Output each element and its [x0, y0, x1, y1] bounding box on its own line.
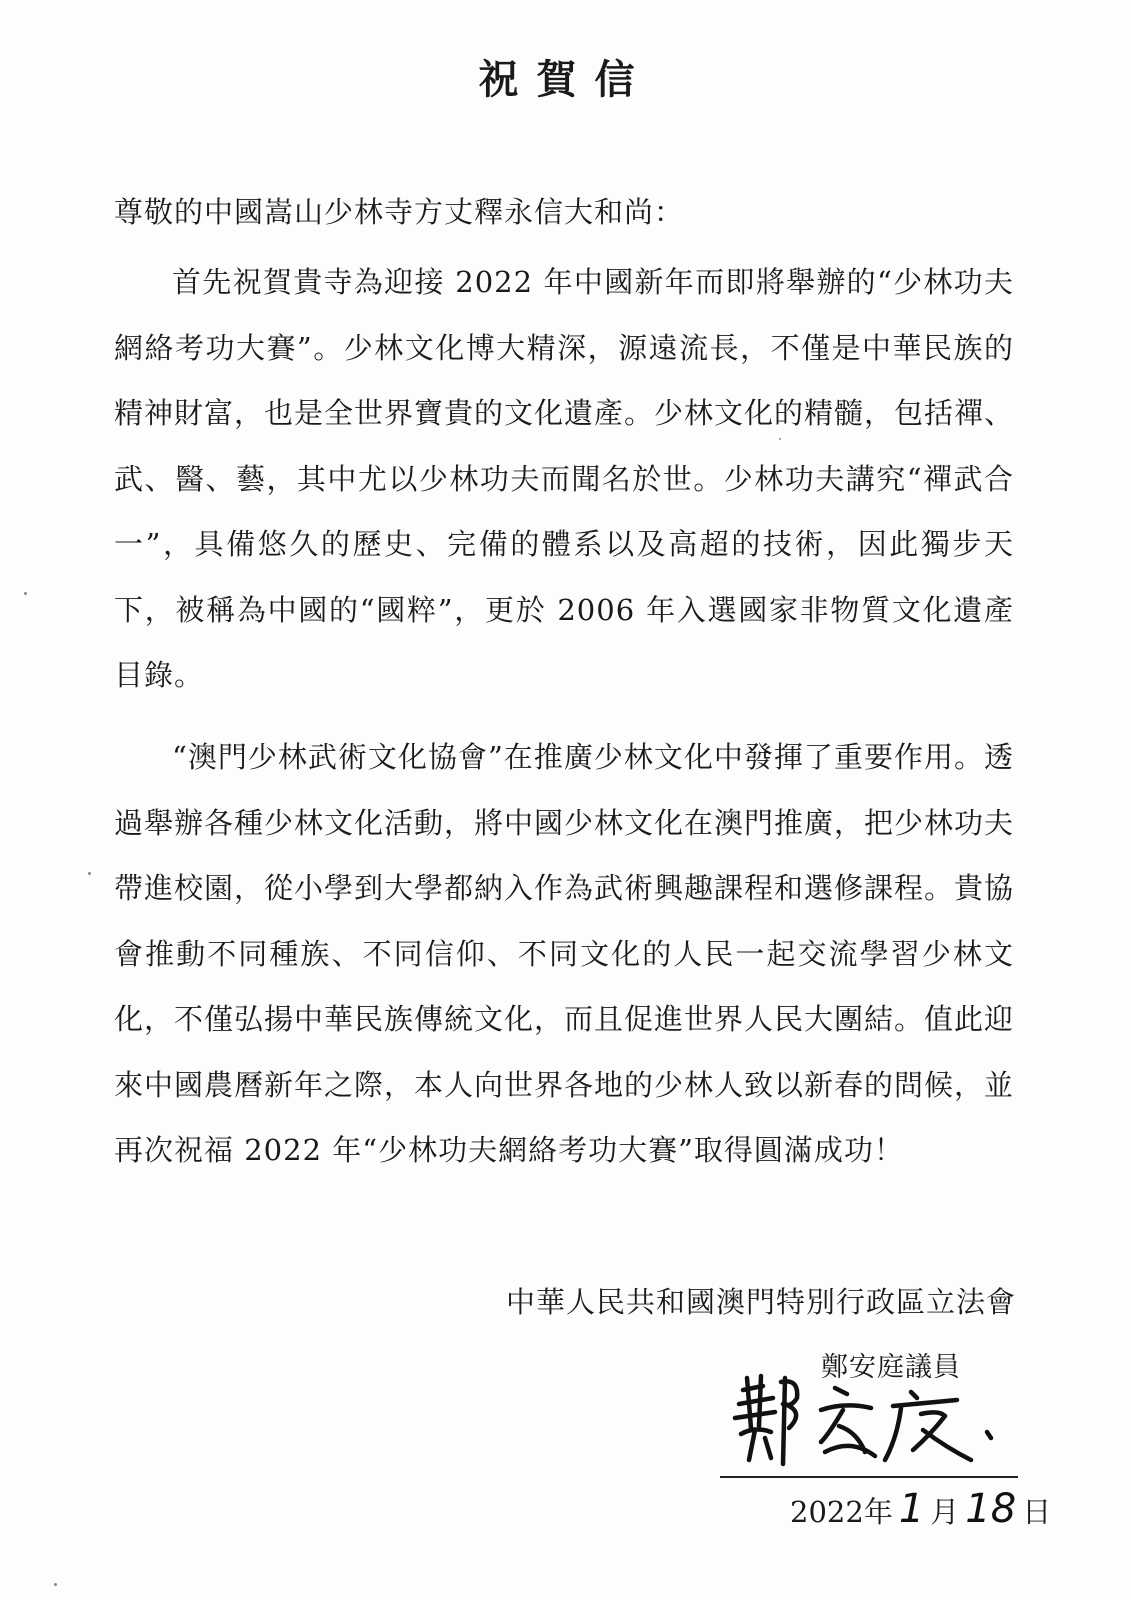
sender-organization: 中華人民共和國澳門特別行政區立法會: [505, 1285, 1016, 1319]
handwritten-signature: [725, 1368, 1025, 1468]
signature-line: [720, 1476, 1018, 1478]
scan-speck: [779, 438, 781, 440]
body-paragraph-2: “澳門少林武術文化協會”在推廣少林文化中發揮了重要作用。透過舉辦各種少林文化活動，將中國少林文化在澳門推廣，把少林功夫帶進校園，從小學到大學都納入作為武術興趣課程和選修課程。貴協會推動不同種族、不同信仰、不同文化的人民一起交流學習少林文化，不僅弘揚中華民族傳統文化，而且促進世界人民大團結。值此迎來中國農曆新年之際，本人向世界各地的少林人致以新春的問候，並再次祝福 2022 年“少林功夫網絡考功大賽”取得圓滿成功！: [114, 740, 1015, 1167]
letter-title: 祝賀信: [478, 56, 653, 103]
date-year-unit: 年: [863, 1495, 893, 1529]
letter-date: [790, 1486, 1051, 1532]
scan-speck: [88, 872, 91, 875]
date-month-handwritten: 1: [898, 1486, 925, 1532]
date-year: 2022: [790, 1495, 864, 1529]
scan-speck: [54, 1583, 57, 1586]
date-day-unit: 日: [1022, 1495, 1052, 1529]
date-month-unit: 月: [930, 1495, 960, 1529]
signer-title: 鄭安庭議員: [821, 1352, 961, 1383]
scan-speck: [24, 592, 27, 595]
date-day-handwritten: 18: [965, 1486, 1017, 1532]
salutation: 尊敬的中國嵩山少林寺方丈釋永信大和尚：: [114, 195, 685, 229]
body-paragraph-1: 首先祝賀貴寺為迎接 2022 年中國新年而即將舉辦的“少林功夫網絡考功大賽”。少林文化博大精深，源遠流長，不僅是中華民族的精神財富，也是全世界寶貴的文化遺產。少林文化的精髓，包括禪、武、醫、藝，其中尤以少林功夫而聞名於世。少林功夫講究“禪武合一”，具備悠久的歷史、完備的體系以及高超的技術，因此獨步天下，被稱為中國的“國粹”，更於 2006 年入選國家非物質文化遺產目錄。: [114, 265, 1015, 692]
